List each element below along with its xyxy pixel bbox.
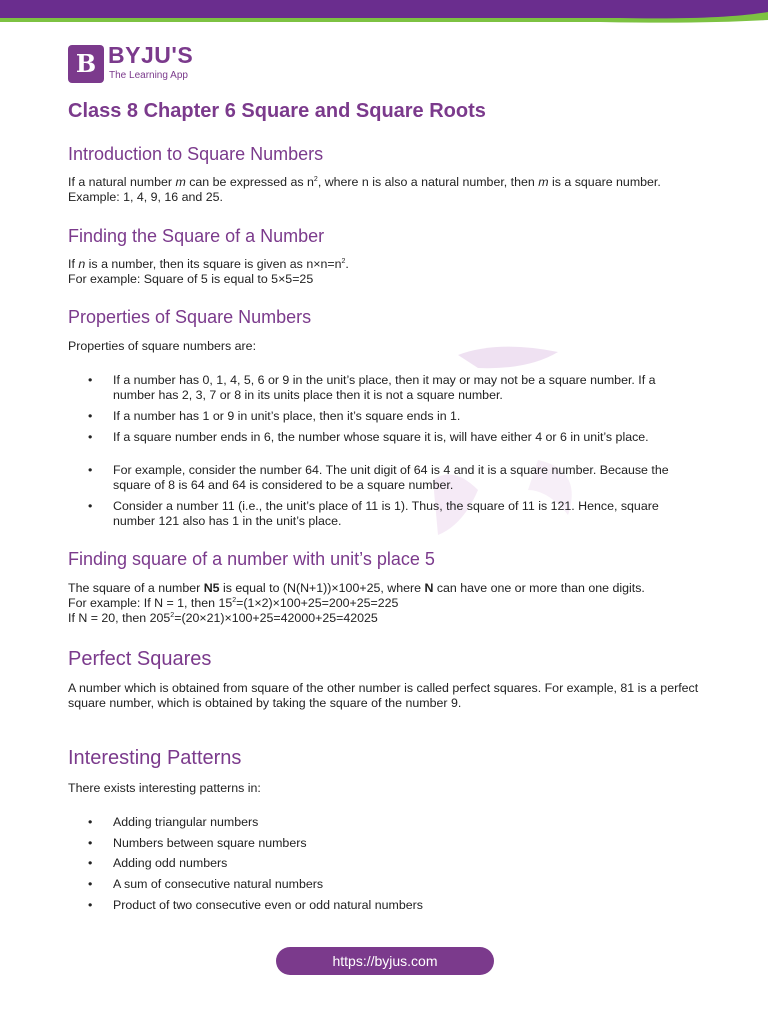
finding-paragraph <box>68 257 349 287</box>
superscript: 2 <box>232 597 237 604</box>
logo-tagline: The Learning App <box>109 70 188 81</box>
text-run: =(20×21)×100+25=42000+25=42025 <box>174 611 378 625</box>
text-run: m <box>175 175 186 189</box>
top-banner <box>0 0 768 26</box>
footer-url-link[interactable]: https://byjus.com <box>276 947 494 975</box>
intro-paragraph <box>68 175 708 205</box>
text-run: If <box>68 257 79 271</box>
text-run: m <box>538 175 549 189</box>
properties-examples-list <box>68 463 700 529</box>
properties-intro: Properties of square numbers are: <box>68 339 257 353</box>
heading-intro: Introduction to Square Numbers <box>68 144 324 164</box>
text-run: can be expressed as n <box>185 175 314 189</box>
logo-mark: B <box>68 45 104 83</box>
text-run: =(1×2)×100+25=200+25=225 <box>236 596 399 610</box>
text-run: is equal to (N(N+1))×100+25, where <box>219 581 425 595</box>
text-run: The square of a number <box>68 581 204 595</box>
text-run: , where n is also a natural number, then <box>317 175 539 189</box>
heading-finding-square: Finding the Square of a Number <box>68 226 325 246</box>
list-item: • Adding triangular numbers <box>68 815 700 830</box>
properties-list <box>68 373 700 445</box>
perfect-squares-paragraph: A number which is obtained from square of the other number is called perfect squares. For example, 81 is a perfect square number, which is obtained by taking the square of the number 9. <box>68 681 699 710</box>
superscript: 2 <box>170 612 175 619</box>
heading-perfect-squares: Perfect Squares <box>68 648 212 670</box>
superscript: 2 <box>313 176 318 183</box>
text-run: N5 <box>203 581 220 595</box>
list-item: • Product of two consecutive even or odd natural numbers <box>68 898 700 913</box>
list-item: • For example, consider the number 64. The unit digit of 64 is 4 and it is a square number. Because the square of 8 is 64 and 64 is considered to be a square number. <box>68 463 700 493</box>
list-item: • If a number has 0, 1, 4, 5, 6 or 9 in the unit’s place, then it may or may not be a square number. If a number has 2, 3, 7 or 8 in its units place then it is not a square number. <box>68 373 700 403</box>
text-run: . <box>345 257 349 271</box>
list-item: • If a square number ends in 6, the number whose square it is, will have either 4 or 6 in unit’s place. <box>68 430 700 445</box>
list-item: • If a number has 1 or 9 in unit’s place, then it’s square ends in 1. <box>68 409 700 424</box>
text-run: Example: 1, 4, 9, 16 and 25. <box>68 190 223 204</box>
patterns-intro: There exists interesting patterns in: <box>68 781 261 795</box>
heading-unit-place-5: Finding square of a number with unit’s place 5 <box>68 549 435 569</box>
page-title: Class 8 Chapter 6 Square and Square Roots <box>68 100 486 122</box>
text-run: N <box>424 581 434 595</box>
text-run: can have one or more than one digits. <box>433 581 645 595</box>
heading-properties: Properties of Square Numbers <box>68 307 312 327</box>
list-item: • Consider a number 11 (i.e., the unit’s place of 11 is 1). Thus, the square of 11 is 121. Hence, square number 121 also has 1 in the unit’s place. <box>68 499 700 529</box>
list-item: • Adding odd numbers <box>68 856 700 871</box>
heading-interesting-patterns: Interesting Patterns <box>68 747 242 769</box>
text-run: For example: If N = 1, then 15 <box>68 596 233 610</box>
superscript: 2 <box>341 258 346 265</box>
list-item: • Numbers between square numbers <box>68 836 700 851</box>
text-run: is a number, then its square is given as n×n=n <box>85 257 342 271</box>
text-run: is a square number. <box>548 175 661 189</box>
text-run: If a natural number <box>68 175 176 189</box>
list-item: • A sum of consecutive natural numbers <box>68 877 700 892</box>
text-run: n <box>78 257 86 271</box>
patterns-list <box>68 815 700 913</box>
logo-name: BYJU'S <box>108 42 194 68</box>
text-run: For example: Square of 5 is equal to 5×5=25 <box>68 272 314 286</box>
text-run: If N = 20, then 205 <box>68 611 171 625</box>
unit5-paragraph <box>68 581 708 626</box>
